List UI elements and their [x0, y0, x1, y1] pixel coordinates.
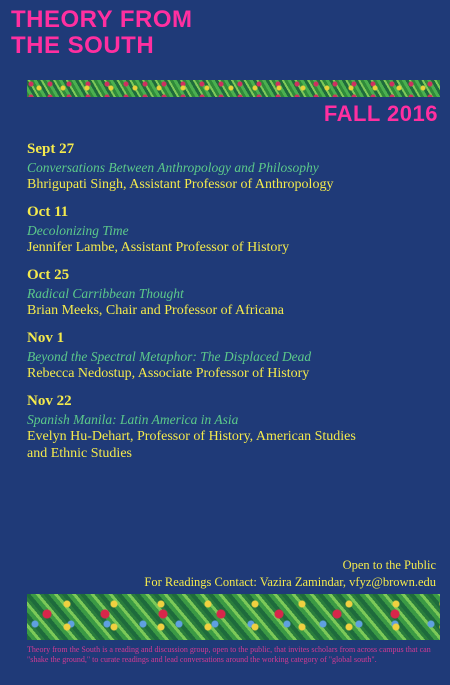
event-talk-title: Spanish Manila: Latin America in Asia	[27, 412, 239, 427]
title-line-1: THEORY FROM	[11, 6, 193, 33]
title-line-2: THE SOUTH	[11, 32, 155, 59]
event-date: Oct 25	[27, 267, 70, 283]
readings-contact-line: For Readings Contact: Vazira Zamindar, vfyz@brown.edu	[144, 575, 436, 589]
event-speaker: Rebecca Nedostup, Associate Professor of History	[27, 366, 310, 381]
contact-info	[144, 557, 436, 591]
event-talk-title: Beyond the Spectral Metaphor: The Displaced Dead	[27, 349, 312, 364]
event-talk-title: Decolonizing Time	[27, 223, 129, 238]
event-date: Oct 11	[27, 204, 69, 220]
footer-description: Theory from the South is a reading and discussion group, open to the public, that invites scholars from across campus that can "shake the ground," to curate readings and lead conversations around the working category of "global south".	[27, 645, 431, 664]
event-date: Sept 27	[27, 141, 75, 157]
event-talk-title: Radical Carribbean Thought	[27, 286, 184, 301]
floral-band-top	[27, 80, 440, 97]
open-to-public-label: Open to the Public	[342, 558, 436, 572]
event-speaker: Jennifer Lambe, Assistant Professor of History	[27, 240, 290, 255]
event-date: Nov 22	[27, 393, 72, 409]
event-speaker: Bhrigupati Singh, Assistant Professor of Anthropology	[27, 177, 334, 192]
event-schedule	[27, 140, 442, 472]
event-date: Nov 1	[27, 330, 65, 346]
event-item	[27, 329, 442, 382]
event-item	[27, 203, 442, 256]
event-item	[27, 140, 442, 193]
poster-title	[11, 7, 193, 59]
event-speaker: Evelyn Hu-Dehart, Professor of History, American Studies	[27, 429, 356, 444]
event-item	[27, 392, 442, 462]
event-speaker-continued: and Ethnic Studies	[27, 446, 132, 461]
event-speaker: Brian Meeks, Chair and Professor of Africana	[27, 303, 284, 318]
term-label: FALL 2016	[323, 101, 438, 126]
event-talk-title: Conversations Between Anthropology and Philosophy	[27, 160, 319, 175]
floral-band-bottom	[27, 594, 440, 640]
event-item	[27, 266, 442, 319]
